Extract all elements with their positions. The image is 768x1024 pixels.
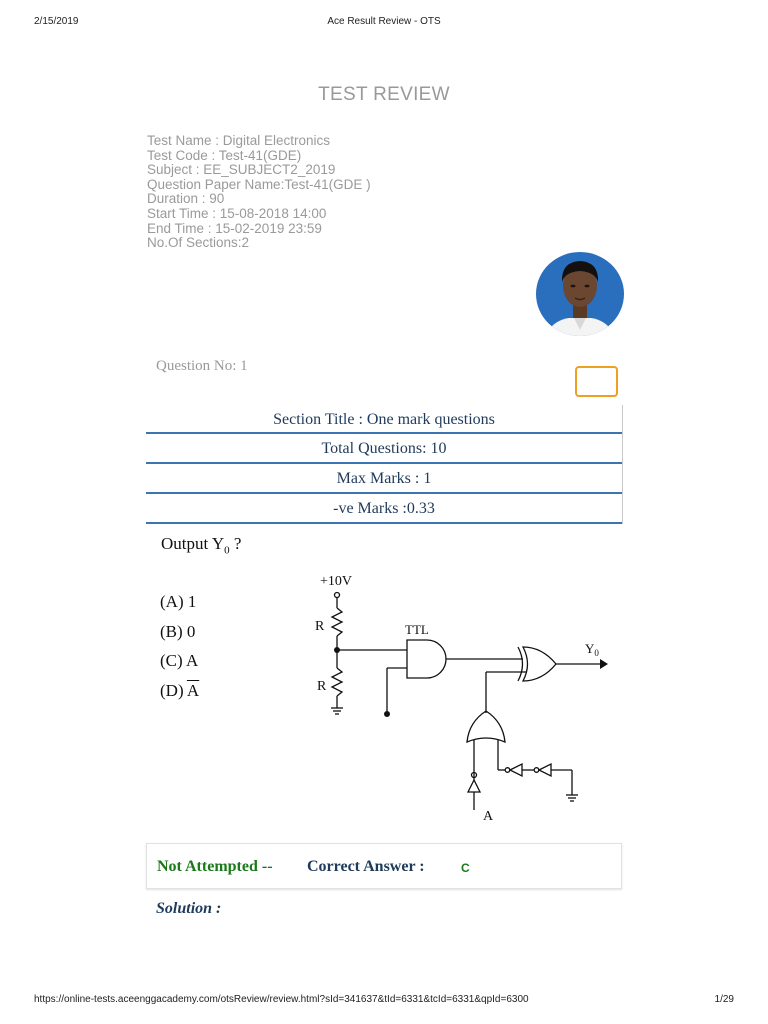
attempt-status: Not Attempted -- [157, 858, 273, 875]
print-header [0, 16, 768, 32]
ttl-label: TTL [405, 622, 429, 637]
print-title: Ace Result Review - OTS [327, 16, 441, 27]
section-title-row: Section Title : One mark questions [146, 405, 622, 434]
inverter-1 [510, 764, 522, 776]
circuit-diagram [290, 570, 620, 830]
option-b: (B) 0 [160, 621, 196, 641]
total-questions-row: Total Questions: 10 [146, 434, 622, 464]
test-meta [147, 134, 371, 251]
meta-end-time: End Time : 15-02-2019 23:59 [147, 220, 322, 236]
meta-test-name: Test Name : Digital Electronics [147, 133, 331, 148]
meta-paper-name: Question Paper Name:Test-41(GDE ) [147, 176, 371, 192]
option-a: (A) 1 [160, 592, 197, 611]
meta-duration: Duration : 90 [147, 191, 225, 207]
output-label: $Y_0$ [585, 641, 599, 658]
meta-start-time: Start Time : 15-08-2018 14:00 [147, 205, 327, 221]
page-title: TEST REVIEW [318, 84, 450, 105]
resistor-r2 [332, 668, 342, 696]
xor-gate [523, 647, 556, 681]
footer-url: https://online-tests.aceenggacademy.com/otsReview/review.html?sId=341637&tId=6331&tcId=6331&qpId=6300 [34, 994, 529, 1005]
and-gate [407, 640, 446, 678]
footer-page-number: 1/29 [714, 994, 734, 1005]
option-c: (C) A [160, 651, 199, 670]
inverter-2 [539, 764, 551, 776]
option-d: (D) $\overline{A}$ [160, 680, 200, 700]
correct-answer-label: Correct Answer : [307, 858, 425, 875]
r2-label: R [317, 679, 327, 694]
resistor-r1 [332, 608, 342, 636]
supply-terminal [335, 593, 340, 598]
correct-answer-value: C [461, 861, 470, 875]
meta-subject: Subject : EE_SUBJECT2_2019 [147, 162, 336, 178]
supply-label: +10V [320, 574, 353, 589]
r1-label: R [315, 619, 325, 634]
input-buffer [468, 780, 480, 792]
answer-options [160, 592, 199, 710]
or-gate [467, 711, 505, 742]
max-marks-row: Max Marks : 1 [146, 464, 622, 494]
section-info-table [146, 405, 623, 524]
bookmark-box[interactable] [575, 366, 618, 397]
solution-heading: Solution : [156, 900, 222, 917]
print-date: 2/15/2019 [34, 16, 79, 27]
meta-test-code: Test Code : Test-41(GDE) [147, 147, 302, 163]
input-a-label: A [483, 809, 494, 824]
meta-sections: No.Of Sections:2 [147, 235, 250, 251]
candidate-photo [535, 250, 625, 346]
negative-marks-row: -ve Marks :0.33 [146, 494, 622, 524]
question-number: Question No: 1 [156, 358, 248, 374]
question-text: Output $Y_0$ ? [161, 534, 242, 557]
answer-status-box [146, 843, 622, 889]
